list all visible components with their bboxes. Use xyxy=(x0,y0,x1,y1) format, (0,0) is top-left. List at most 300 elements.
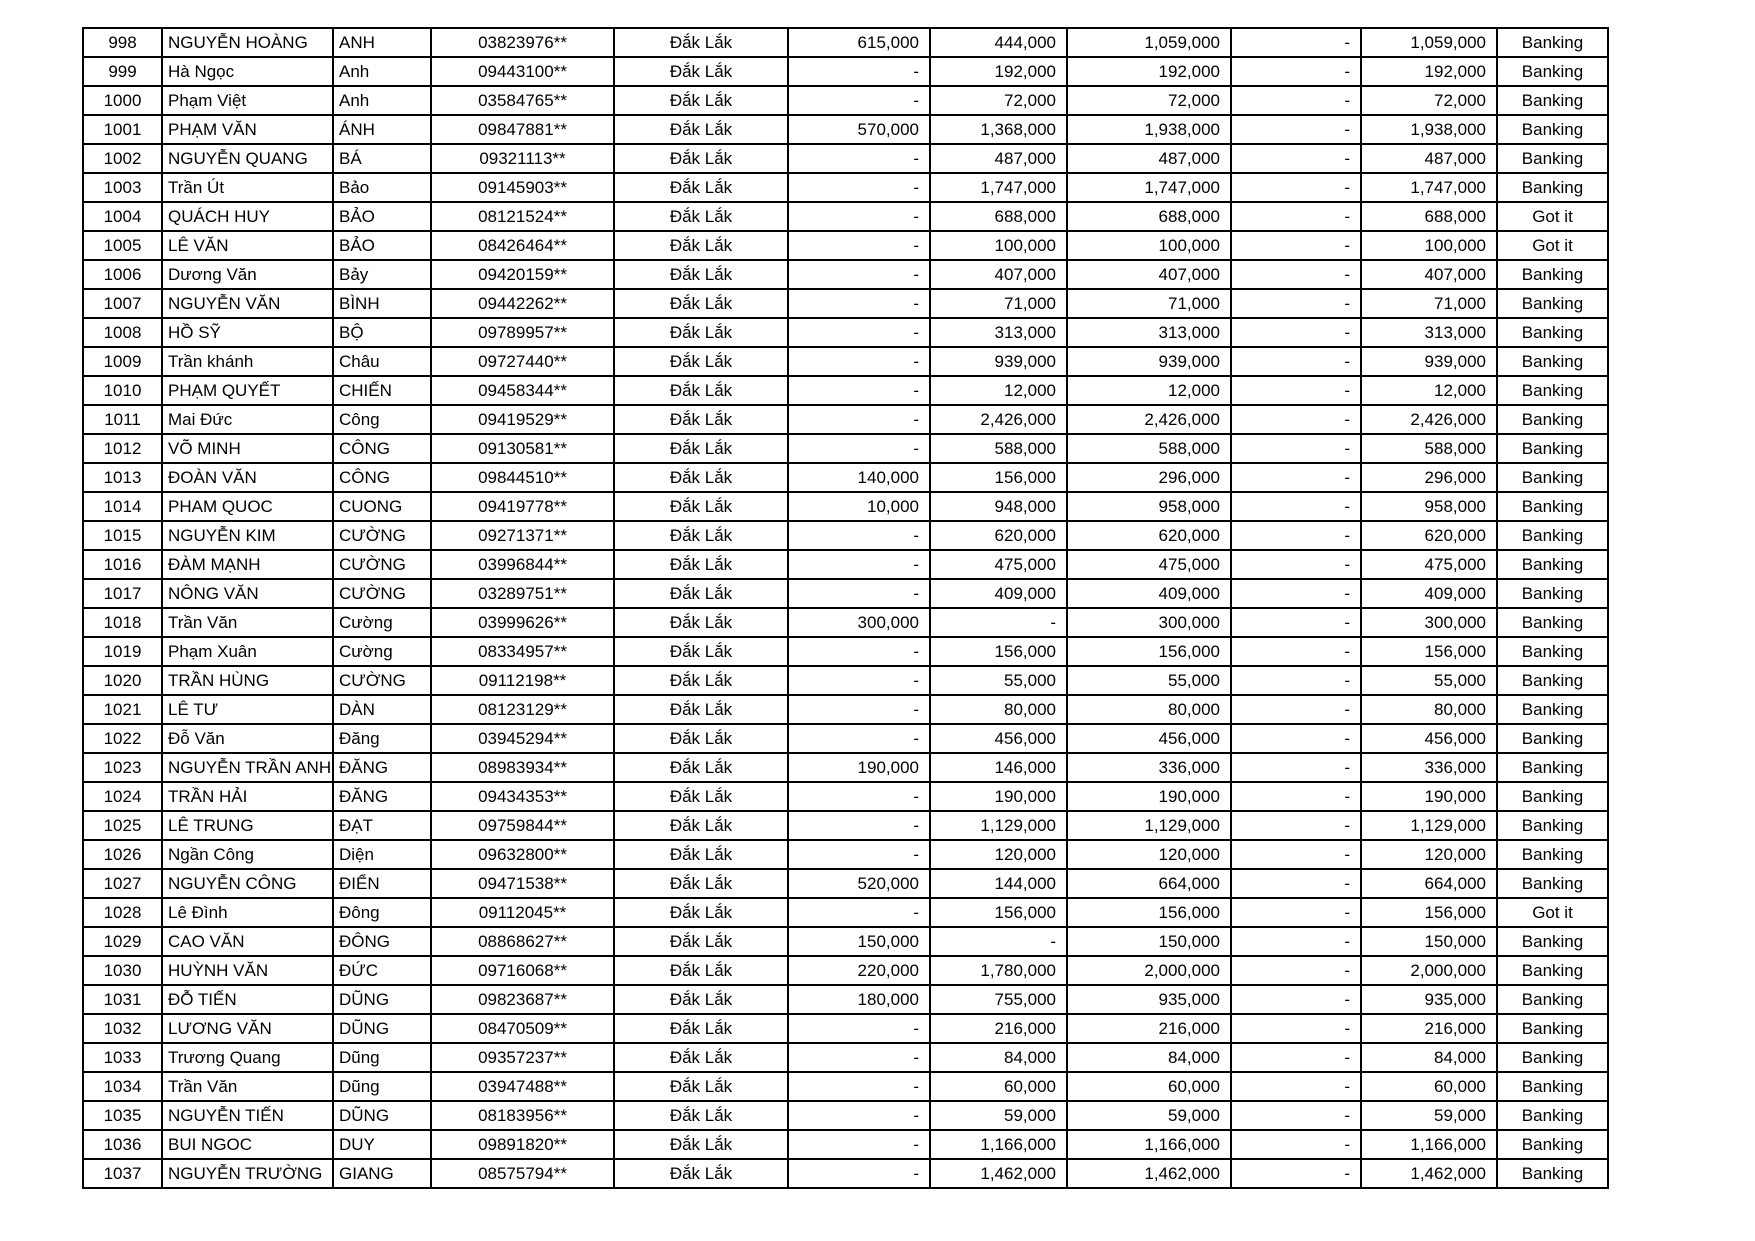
deduction-cell: - xyxy=(1231,550,1361,579)
first-name-cell: Phạm Việt xyxy=(162,86,333,115)
amount-paid-2-cell: 1,368,000 xyxy=(930,115,1067,144)
first-name-cell: LƯƠNG VĂN xyxy=(162,1014,333,1043)
final-total-cell: 296,000 xyxy=(1361,463,1497,492)
first-name-cell: Trương Quang xyxy=(162,1043,333,1072)
deduction-cell: - xyxy=(1231,173,1361,202)
final-total-cell: 336,000 xyxy=(1361,753,1497,782)
deduction-cell: - xyxy=(1231,1043,1361,1072)
row-number-cell: 1032 xyxy=(83,1014,162,1043)
phone-cell: 09823687** xyxy=(431,985,614,1014)
status-cell: Banking xyxy=(1497,347,1608,376)
deduction-cell: - xyxy=(1231,260,1361,289)
status-cell: Banking xyxy=(1497,57,1608,86)
last-name-cell: CƯỜNG xyxy=(333,521,431,550)
status-cell: Banking xyxy=(1497,28,1608,57)
amount-paid-1-cell: - xyxy=(788,666,930,695)
first-name-cell: Trần khánh xyxy=(162,347,333,376)
amount-paid-2-cell: 80,000 xyxy=(930,695,1067,724)
total-cell: 1,166,000 xyxy=(1067,1130,1231,1159)
deduction-cell: - xyxy=(1231,86,1361,115)
amount-paid-1-cell: - xyxy=(788,86,930,115)
amount-paid-1-cell: - xyxy=(788,434,930,463)
final-total-cell: 664,000 xyxy=(1361,869,1497,898)
table-row xyxy=(83,1101,1608,1130)
province-cell: Đắk Lắk xyxy=(614,579,788,608)
total-cell: 84,000 xyxy=(1067,1043,1231,1072)
amount-paid-1-cell: - xyxy=(788,550,930,579)
status-cell: Got it xyxy=(1497,231,1608,260)
status-cell: Banking xyxy=(1497,1014,1608,1043)
table-row xyxy=(83,521,1608,550)
total-cell: 475,000 xyxy=(1067,550,1231,579)
amount-paid-2-cell: 72,000 xyxy=(930,86,1067,115)
last-name-cell: Châu xyxy=(333,347,431,376)
first-name-cell: CAO VĂN xyxy=(162,927,333,956)
first-name-cell: NGUYỄN CÔNG xyxy=(162,869,333,898)
total-cell: 60,000 xyxy=(1067,1072,1231,1101)
amount-paid-1-cell: - xyxy=(788,1014,930,1043)
province-cell: Đắk Lắk xyxy=(614,347,788,376)
phone-cell: 09716068** xyxy=(431,956,614,985)
amount-paid-1-cell: - xyxy=(788,1072,930,1101)
final-total-cell: 487,000 xyxy=(1361,144,1497,173)
amount-paid-2-cell: 100,000 xyxy=(930,231,1067,260)
province-cell: Đắk Lắk xyxy=(614,666,788,695)
amount-paid-2-cell: 588,000 xyxy=(930,434,1067,463)
row-number-cell: 1019 xyxy=(83,637,162,666)
deduction-cell: - xyxy=(1231,1130,1361,1159)
row-number-cell: 1036 xyxy=(83,1130,162,1159)
status-cell: Banking xyxy=(1497,985,1608,1014)
final-total-cell: 156,000 xyxy=(1361,898,1497,927)
row-number-cell: 1000 xyxy=(83,86,162,115)
total-cell: 1,747,000 xyxy=(1067,173,1231,202)
row-number-cell: 1006 xyxy=(83,260,162,289)
row-number-cell: 1026 xyxy=(83,840,162,869)
amount-paid-1-cell: - xyxy=(788,260,930,289)
final-total-cell: 475,000 xyxy=(1361,550,1497,579)
final-total-cell: 620,000 xyxy=(1361,521,1497,550)
last-name-cell: BÁ xyxy=(333,144,431,173)
final-total-cell: 80,000 xyxy=(1361,695,1497,724)
status-cell: Banking xyxy=(1497,608,1608,637)
phone-cell: 08183956** xyxy=(431,1101,614,1130)
phone-cell: 08470509** xyxy=(431,1014,614,1043)
province-cell: Đắk Lắk xyxy=(614,1159,788,1188)
amount-paid-2-cell: 71,000 xyxy=(930,289,1067,318)
phone-cell: 09112045** xyxy=(431,898,614,927)
amount-paid-2-cell: 1,166,000 xyxy=(930,1130,1067,1159)
table-row xyxy=(83,434,1608,463)
total-cell: 935,000 xyxy=(1067,985,1231,1014)
first-name-cell: PHẠM QUYẾT xyxy=(162,376,333,405)
row-number-cell: 1009 xyxy=(83,347,162,376)
table-row xyxy=(83,115,1608,144)
table-row xyxy=(83,86,1608,115)
table-row xyxy=(83,231,1608,260)
last-name-cell: GIANG xyxy=(333,1159,431,1188)
final-total-cell: 313,000 xyxy=(1361,318,1497,347)
last-name-cell: Bảo xyxy=(333,173,431,202)
phone-cell: 09727440** xyxy=(431,347,614,376)
final-total-cell: 1,462,000 xyxy=(1361,1159,1497,1188)
final-total-cell: 120,000 xyxy=(1361,840,1497,869)
final-total-cell: 1,938,000 xyxy=(1361,115,1497,144)
table-row xyxy=(83,724,1608,753)
province-cell: Đắk Lắk xyxy=(614,28,788,57)
first-name-cell: HỒ SỸ xyxy=(162,318,333,347)
deduction-cell: - xyxy=(1231,1159,1361,1188)
phone-cell: 09471538** xyxy=(431,869,614,898)
final-total-cell: 60,000 xyxy=(1361,1072,1497,1101)
last-name-cell: ĐĂNG xyxy=(333,753,431,782)
row-number-cell: 1028 xyxy=(83,898,162,927)
first-name-cell: Trần Văn xyxy=(162,608,333,637)
phone-cell: 08121524** xyxy=(431,202,614,231)
final-total-cell: 2,000,000 xyxy=(1361,956,1497,985)
table-row xyxy=(83,347,1608,376)
amount-paid-2-cell: 216,000 xyxy=(930,1014,1067,1043)
table-row xyxy=(83,956,1608,985)
status-cell: Banking xyxy=(1497,376,1608,405)
last-name-cell: CUONG xyxy=(333,492,431,521)
row-number-cell: 1012 xyxy=(83,434,162,463)
phone-cell: 03947488** xyxy=(431,1072,614,1101)
amount-paid-2-cell: 407,000 xyxy=(930,260,1067,289)
table-row xyxy=(83,144,1608,173)
total-cell: 192,000 xyxy=(1067,57,1231,86)
status-cell: Banking xyxy=(1497,115,1608,144)
phone-cell: 08123129** xyxy=(431,695,614,724)
first-name-cell: ĐOÀN VĂN xyxy=(162,463,333,492)
deduction-cell: - xyxy=(1231,840,1361,869)
total-cell: 190,000 xyxy=(1067,782,1231,811)
total-cell: 2,426,000 xyxy=(1067,405,1231,434)
amount-paid-1-cell: - xyxy=(788,724,930,753)
total-cell: 1,059,000 xyxy=(1067,28,1231,57)
province-cell: Đắk Lắk xyxy=(614,434,788,463)
amount-paid-2-cell: 144,000 xyxy=(930,869,1067,898)
status-cell: Banking xyxy=(1497,318,1608,347)
row-number-cell: 999 xyxy=(83,57,162,86)
table-row xyxy=(83,289,1608,318)
phone-cell: 08983934** xyxy=(431,753,614,782)
table-row xyxy=(83,376,1608,405)
amount-paid-2-cell: 313,000 xyxy=(930,318,1067,347)
province-cell: Đắk Lắk xyxy=(614,811,788,840)
amount-paid-2-cell: 156,000 xyxy=(930,637,1067,666)
row-number-cell: 1016 xyxy=(83,550,162,579)
amount-paid-1-cell: 180,000 xyxy=(788,985,930,1014)
status-cell: Banking xyxy=(1497,1072,1608,1101)
row-number-cell: 1013 xyxy=(83,463,162,492)
total-cell: 620,000 xyxy=(1067,521,1231,550)
amount-paid-1-cell: 520,000 xyxy=(788,869,930,898)
phone-cell: 09419778** xyxy=(431,492,614,521)
total-cell: 588,000 xyxy=(1067,434,1231,463)
amount-paid-1-cell: - xyxy=(788,840,930,869)
total-cell: 1,129,000 xyxy=(1067,811,1231,840)
amount-paid-1-cell: - xyxy=(788,1101,930,1130)
amount-paid-1-cell: 10,000 xyxy=(788,492,930,521)
total-cell: 296,000 xyxy=(1067,463,1231,492)
last-name-cell: DÀN xyxy=(333,695,431,724)
status-cell: Banking xyxy=(1497,405,1608,434)
amount-paid-2-cell: 84,000 xyxy=(930,1043,1067,1072)
last-name-cell: CÔNG xyxy=(333,434,431,463)
phone-cell: 09847881** xyxy=(431,115,614,144)
row-number-cell: 1002 xyxy=(83,144,162,173)
deduction-cell: - xyxy=(1231,347,1361,376)
province-cell: Đắk Lắk xyxy=(614,115,788,144)
status-cell: Banking xyxy=(1497,492,1608,521)
final-total-cell: 192,000 xyxy=(1361,57,1497,86)
amount-paid-1-cell: - xyxy=(788,1159,930,1188)
first-name-cell: LÊ VĂN xyxy=(162,231,333,260)
province-cell: Đắk Lắk xyxy=(614,637,788,666)
province-cell: Đắk Lắk xyxy=(614,144,788,173)
deduction-cell: - xyxy=(1231,144,1361,173)
status-cell: Banking xyxy=(1497,173,1608,202)
final-total-cell: 300,000 xyxy=(1361,608,1497,637)
phone-cell: 09458344** xyxy=(431,376,614,405)
amount-paid-2-cell: 456,000 xyxy=(930,724,1067,753)
province-cell: Đắk Lắk xyxy=(614,1130,788,1159)
phone-cell: 09443100** xyxy=(431,57,614,86)
status-cell: Banking xyxy=(1497,86,1608,115)
province-cell: Đắk Lắk xyxy=(614,1043,788,1072)
phone-cell: 03996844** xyxy=(431,550,614,579)
deduction-cell: - xyxy=(1231,811,1361,840)
row-number-cell: 1030 xyxy=(83,956,162,985)
final-total-cell: 939,000 xyxy=(1361,347,1497,376)
amount-paid-1-cell: - xyxy=(788,405,930,434)
first-name-cell: NGUYỄN KIM xyxy=(162,521,333,550)
amount-paid-2-cell: 156,000 xyxy=(930,898,1067,927)
deduction-cell: - xyxy=(1231,1014,1361,1043)
last-name-cell: ÁNH xyxy=(333,115,431,144)
row-number-cell: 1027 xyxy=(83,869,162,898)
phone-cell: 08334957** xyxy=(431,637,614,666)
amount-paid-2-cell: 1,747,000 xyxy=(930,173,1067,202)
table-row xyxy=(83,28,1608,57)
row-number-cell: 1005 xyxy=(83,231,162,260)
row-number-cell: 1014 xyxy=(83,492,162,521)
deduction-cell: - xyxy=(1231,57,1361,86)
first-name-cell: PHẠM VĂN xyxy=(162,115,333,144)
table-row xyxy=(83,550,1608,579)
final-total-cell: 59,000 xyxy=(1361,1101,1497,1130)
phone-cell: 09112198** xyxy=(431,666,614,695)
first-name-cell: Lê Đình xyxy=(162,898,333,927)
amount-paid-1-cell: - xyxy=(788,695,930,724)
final-total-cell: 71,000 xyxy=(1361,289,1497,318)
first-name-cell: Trần Văn xyxy=(162,1072,333,1101)
phone-cell: 09632800** xyxy=(431,840,614,869)
amount-paid-2-cell: 192,000 xyxy=(930,57,1067,86)
amount-paid-2-cell: 120,000 xyxy=(930,840,1067,869)
table-row xyxy=(83,1130,1608,1159)
total-cell: 313,000 xyxy=(1067,318,1231,347)
amount-paid-1-cell: - xyxy=(788,289,930,318)
last-name-cell: ĐỨC xyxy=(333,956,431,985)
amount-paid-1-cell: 190,000 xyxy=(788,753,930,782)
amount-paid-2-cell: 475,000 xyxy=(930,550,1067,579)
province-cell: Đắk Lắk xyxy=(614,289,788,318)
total-cell: 407,000 xyxy=(1067,260,1231,289)
deduction-cell: - xyxy=(1231,869,1361,898)
amount-paid-2-cell: - xyxy=(930,608,1067,637)
last-name-cell: CƯỜNG xyxy=(333,666,431,695)
amount-paid-1-cell: - xyxy=(788,173,930,202)
amount-paid-2-cell: 487,000 xyxy=(930,144,1067,173)
row-number-cell: 1021 xyxy=(83,695,162,724)
payment-list-table xyxy=(82,27,1609,1189)
status-cell: Got it xyxy=(1497,898,1608,927)
status-cell: Banking xyxy=(1497,579,1608,608)
row-number-cell: 1037 xyxy=(83,1159,162,1188)
table-row xyxy=(83,1043,1608,1072)
final-total-cell: 935,000 xyxy=(1361,985,1497,1014)
last-name-cell: BÌNH xyxy=(333,289,431,318)
total-cell: 409,000 xyxy=(1067,579,1231,608)
total-cell: 156,000 xyxy=(1067,898,1231,927)
row-number-cell: 1020 xyxy=(83,666,162,695)
phone-cell: 09759844** xyxy=(431,811,614,840)
first-name-cell: Trần Út xyxy=(162,173,333,202)
amount-paid-2-cell: 1,780,000 xyxy=(930,956,1067,985)
status-cell: Banking xyxy=(1497,869,1608,898)
row-number-cell: 1022 xyxy=(83,724,162,753)
final-total-cell: 55,000 xyxy=(1361,666,1497,695)
phone-cell: 09891820** xyxy=(431,1130,614,1159)
last-name-cell: ANH xyxy=(333,28,431,57)
row-number-cell: 1035 xyxy=(83,1101,162,1130)
last-name-cell: CHIẾN xyxy=(333,376,431,405)
phone-cell: 03823976** xyxy=(431,28,614,57)
deduction-cell: - xyxy=(1231,492,1361,521)
total-cell: 958,000 xyxy=(1067,492,1231,521)
amount-paid-2-cell: 60,000 xyxy=(930,1072,1067,1101)
first-name-cell: NGUYỄN TRẦN ANH xyxy=(162,753,333,782)
total-cell: 487,000 xyxy=(1067,144,1231,173)
last-name-cell: ĐĂNG xyxy=(333,782,431,811)
province-cell: Đắk Lắk xyxy=(614,782,788,811)
total-cell: 336,000 xyxy=(1067,753,1231,782)
province-cell: Đắk Lắk xyxy=(614,1014,788,1043)
amount-paid-2-cell: 190,000 xyxy=(930,782,1067,811)
row-number-cell: 1033 xyxy=(83,1043,162,1072)
table-row xyxy=(83,608,1608,637)
amount-paid-2-cell: 409,000 xyxy=(930,579,1067,608)
province-cell: Đắk Lắk xyxy=(614,231,788,260)
amount-paid-1-cell: - xyxy=(788,318,930,347)
total-cell: 1,462,000 xyxy=(1067,1159,1231,1188)
status-cell: Banking xyxy=(1497,521,1608,550)
final-total-cell: 72,000 xyxy=(1361,86,1497,115)
table-row xyxy=(83,782,1608,811)
province-cell: Đắk Lắk xyxy=(614,463,788,492)
province-cell: Đắk Lắk xyxy=(614,869,788,898)
row-number-cell: 1031 xyxy=(83,985,162,1014)
deduction-cell: - xyxy=(1231,115,1361,144)
final-total-cell: 958,000 xyxy=(1361,492,1497,521)
row-number-cell: 1018 xyxy=(83,608,162,637)
final-total-cell: 456,000 xyxy=(1361,724,1497,753)
final-total-cell: 1,747,000 xyxy=(1361,173,1497,202)
deduction-cell: - xyxy=(1231,28,1361,57)
total-cell: 71,000 xyxy=(1067,289,1231,318)
first-name-cell: NGUYỄN TIẾN xyxy=(162,1101,333,1130)
province-cell: Đắk Lắk xyxy=(614,173,788,202)
status-cell: Banking xyxy=(1497,695,1608,724)
status-cell: Banking xyxy=(1497,811,1608,840)
table-row xyxy=(83,753,1608,782)
final-total-cell: 190,000 xyxy=(1361,782,1497,811)
amount-paid-2-cell: 948,000 xyxy=(930,492,1067,521)
first-name-cell: Mai Đức xyxy=(162,405,333,434)
phone-cell: 09321113** xyxy=(431,144,614,173)
last-name-cell: DŨNG xyxy=(333,1014,431,1043)
first-name-cell: ĐỖ TIẾN xyxy=(162,985,333,1014)
province-cell: Đắk Lắk xyxy=(614,260,788,289)
amount-paid-1-cell: - xyxy=(788,231,930,260)
table-row xyxy=(83,463,1608,492)
last-name-cell: CƯỜNG xyxy=(333,579,431,608)
table-row xyxy=(83,579,1608,608)
last-name-cell: DŨNG xyxy=(333,1101,431,1130)
status-cell: Banking xyxy=(1497,1043,1608,1072)
first-name-cell: TRẦN HẢI xyxy=(162,782,333,811)
deduction-cell: - xyxy=(1231,724,1361,753)
amount-paid-2-cell: 755,000 xyxy=(930,985,1067,1014)
status-cell: Banking xyxy=(1497,782,1608,811)
table-row xyxy=(83,318,1608,347)
first-name-cell: NGUYỄN VĂN xyxy=(162,289,333,318)
final-total-cell: 84,000 xyxy=(1361,1043,1497,1072)
province-cell: Đắk Lắk xyxy=(614,86,788,115)
last-name-cell: Công xyxy=(333,405,431,434)
total-cell: 150,000 xyxy=(1067,927,1231,956)
total-cell: 664,000 xyxy=(1067,869,1231,898)
last-name-cell: DŨNG xyxy=(333,985,431,1014)
amount-paid-1-cell: - xyxy=(788,811,930,840)
table-row xyxy=(83,57,1608,86)
status-cell: Banking xyxy=(1497,666,1608,695)
table-body xyxy=(83,28,1608,1188)
deduction-cell: - xyxy=(1231,434,1361,463)
phone-cell: 03999626** xyxy=(431,608,614,637)
phone-cell: 08868627** xyxy=(431,927,614,956)
status-cell: Banking xyxy=(1497,1159,1608,1188)
last-name-cell: BẢO xyxy=(333,202,431,231)
phone-cell: 09271371** xyxy=(431,521,614,550)
deduction-cell: - xyxy=(1231,521,1361,550)
total-cell: 688,000 xyxy=(1067,202,1231,231)
deduction-cell: - xyxy=(1231,637,1361,666)
first-name-cell: Đỗ Văn xyxy=(162,724,333,753)
last-name-cell: ĐẠT xyxy=(333,811,431,840)
total-cell: 156,000 xyxy=(1067,637,1231,666)
row-number-cell: 1023 xyxy=(83,753,162,782)
status-cell: Banking xyxy=(1497,260,1608,289)
first-name-cell: LÊ TƯ xyxy=(162,695,333,724)
deduction-cell: - xyxy=(1231,202,1361,231)
amount-paid-1-cell: - xyxy=(788,579,930,608)
amount-paid-1-cell: - xyxy=(788,202,930,231)
phone-cell: 03289751** xyxy=(431,579,614,608)
province-cell: Đắk Lắk xyxy=(614,840,788,869)
